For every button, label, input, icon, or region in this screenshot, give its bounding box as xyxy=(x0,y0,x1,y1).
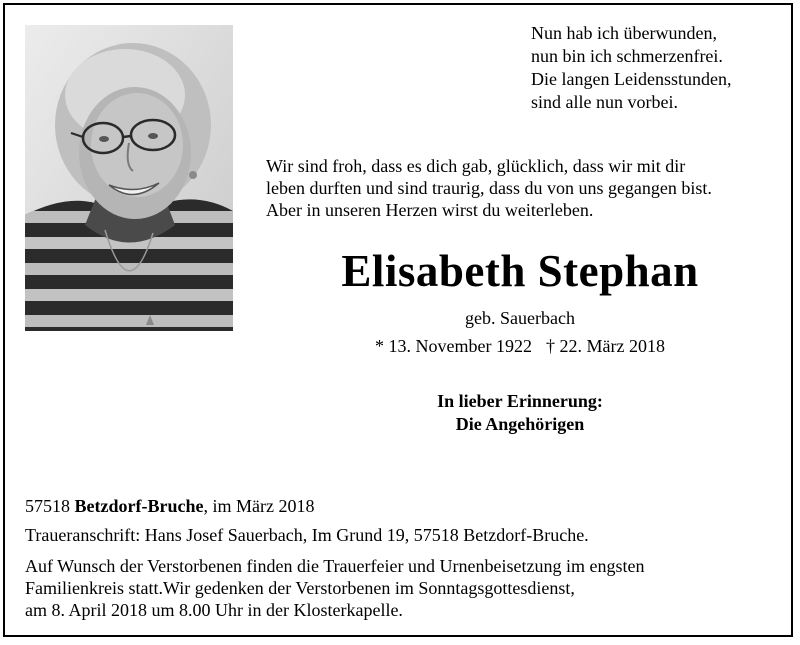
life-dates xyxy=(266,336,774,357)
intro-text xyxy=(266,155,712,221)
memory-line: In lieber Erinnerung: xyxy=(437,391,603,411)
poem-line: Nun hab ich überwunden, xyxy=(531,23,717,43)
poem-line: Die langen Leidensstunden, xyxy=(531,69,732,89)
place-and-date xyxy=(25,496,314,517)
date-text: , im März 2018 xyxy=(203,496,315,516)
funeral-notice xyxy=(25,555,644,621)
notice-line: Auf Wunsch der Verstorbenen finden die Trauerfeier und Urnenbeisetzung im engsten xyxy=(25,556,645,576)
deceased-name: Elisabeth Stephan xyxy=(341,246,699,296)
maiden-name: geb. Sauerbach xyxy=(465,308,575,328)
intro-line: Aber in unseren Herzen wirst du weiterleben. xyxy=(266,200,594,220)
memory-signature xyxy=(266,390,774,436)
portrait-photo xyxy=(25,25,233,331)
postal-code: 57518 xyxy=(25,496,70,516)
death-date: † 22. März 2018 xyxy=(546,336,665,356)
intro-line: Wir sind froh, dass es dich gab, glücklich, dass wir mit dir xyxy=(266,156,686,176)
poem xyxy=(531,22,731,114)
notice-line: am 8. April 2018 um 8.00 Uhr in der Klosterkapelle. xyxy=(25,600,403,620)
poem-line: nun bin ich schmerzenfrei. xyxy=(531,46,723,66)
mourners-line: Die Angehörigen xyxy=(455,414,585,434)
place-name: Betzdorf-Bruche xyxy=(74,496,204,516)
mourning-address: Traueranschrift: Hans Josef Sauerbach, Im Grund 19, 57518 Betzdorf-Bruche. xyxy=(25,525,589,545)
poem-line: sind alle nun vorbei. xyxy=(531,92,678,112)
birth-date: * 13. November 1922 xyxy=(375,336,532,356)
intro-line: leben durften und sind traurig, dass du von uns gegangen bist. xyxy=(266,178,712,198)
notice-line: Familienkreis statt.Wir gedenken der Verstorbenen im Sonntagsgottesdienst, xyxy=(25,578,575,598)
